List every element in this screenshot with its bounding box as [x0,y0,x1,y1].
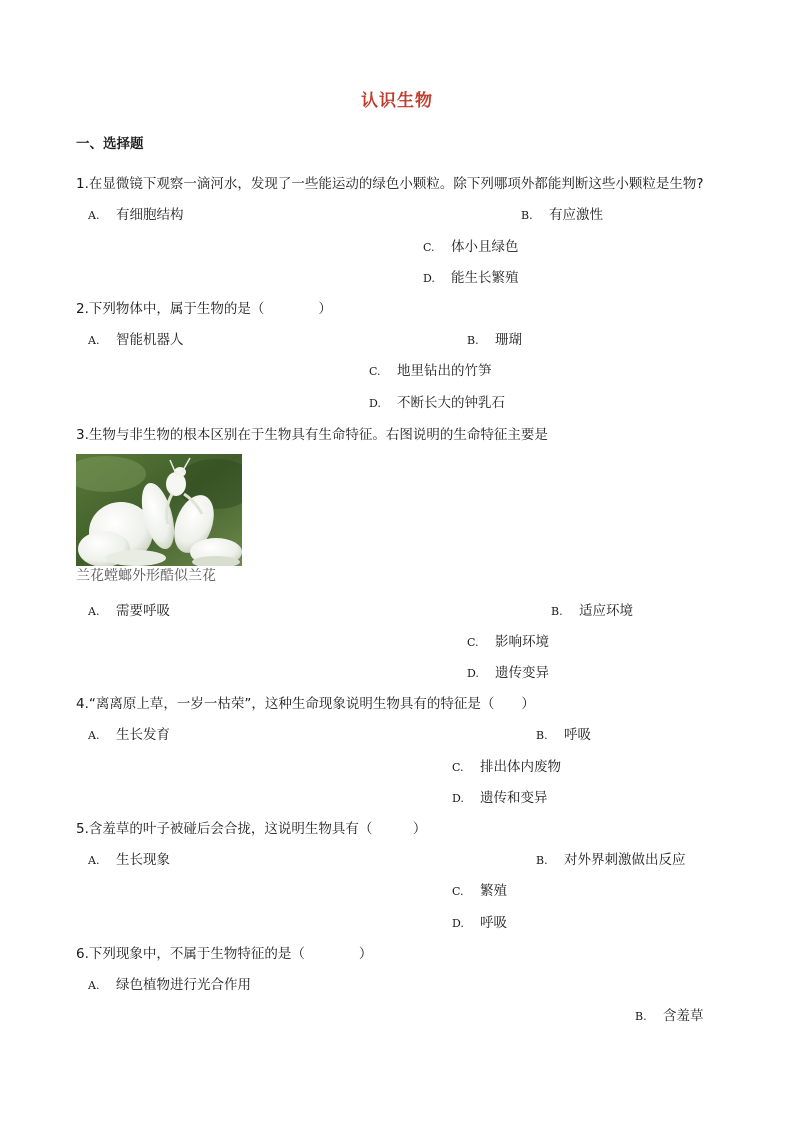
question-4-option-a[interactable] [88,723,170,743]
question-1-option-a[interactable] [88,203,184,223]
option-letter: B. [467,334,479,347]
question-2-stem: 2.下列物体中，属于生物的是（ ） [76,301,332,317]
option-letter: D. [423,272,435,285]
option-letter: D. [452,917,464,930]
option-letter: C. [452,761,464,774]
question-4-option-c[interactable] [452,755,561,775]
option-text: 影响环境 [495,634,549,650]
option-letter: A. [88,729,100,742]
option-text: 含羞草 [663,1008,704,1024]
option-text: 智能机器人 [116,332,184,348]
question-5-option-b[interactable] [536,848,686,868]
option-letter: C. [452,885,464,898]
question-3-option-c[interactable] [467,630,549,650]
option-text: 呼吸 [480,915,507,931]
question-3-option-a[interactable] [88,599,170,619]
option-text: 适应环境 [579,603,633,619]
option-text: 生长现象 [116,852,170,868]
option-text: 遗传变异 [495,665,549,681]
question-5-option-a[interactable] [88,848,170,868]
section-heading: 一、选择题 [76,136,144,152]
question-2-option-d[interactable] [369,391,505,411]
option-letter: D. [452,792,464,805]
question-2-option-a[interactable] [88,328,184,348]
option-text: 对外界刺激做出反应 [564,852,686,868]
option-text: 有应激性 [549,207,603,223]
question-3-option-d[interactable] [467,661,549,681]
option-text: 繁殖 [480,883,507,899]
question-1-option-b[interactable] [521,203,603,223]
option-letter: C. [467,636,479,649]
figure-caption: 兰花螳螂外形酷似兰花 [76,568,216,584]
option-letter: B. [536,729,548,742]
question-5-option-d[interactable] [452,911,507,931]
question-4-option-b[interactable] [536,723,591,743]
question-3-stem: 3.生物与非生物的根本区别在于生物具有生命特征。右图说明的生命特征主要是 [76,427,548,443]
option-text: 需要呼吸 [116,603,170,619]
option-text: 绿色植物进行光合作用 [116,977,251,993]
question-5-stem: 5.含羞草的叶子被碰后会合拢，这说明生物具有（ ） [76,821,427,837]
option-letter: C. [369,365,381,378]
option-letter: D. [467,667,479,680]
option-letter: A. [88,605,100,618]
option-text: 珊瑚 [495,332,522,348]
option-text: 呼吸 [564,727,591,743]
question-1-option-d[interactable] [423,266,519,286]
option-text: 排出体内废物 [480,759,561,775]
option-text: 生长发育 [116,727,170,743]
option-letter: A. [88,854,100,867]
question-1-stem: 1.在显微镜下观察一滴河水，发现了一些能运动的绿色小颗粒。除下列哪项外都能判断这些小颗粒是生物? [76,176,704,192]
option-text: 有细胞结构 [116,207,184,223]
option-letter: A. [88,334,100,347]
option-text: 不断长大的钟乳石 [397,395,505,411]
option-letter: B. [536,854,548,867]
question-2-option-b[interactable] [467,328,522,348]
question-1-option-c[interactable] [423,235,519,255]
question-5-option-c[interactable] [452,879,507,899]
option-text: 地里钻出的竹笋 [397,363,492,379]
option-text: 体小且绿色 [451,239,519,255]
question-2-option-c[interactable] [369,359,492,379]
option-letter: C. [423,241,435,254]
question-3-option-b[interactable] [551,599,633,619]
option-text: 遗传和变异 [480,790,548,806]
option-letter: A. [88,979,100,992]
option-letter: D. [369,397,381,410]
question-6-option-b[interactable] [635,1004,704,1024]
question-4-stem: 4.“离离原上草，一岁一枯荣”，这种生命现象说明生物具有的特征是（ ） [76,696,535,712]
question-4-option-d[interactable] [452,786,548,806]
question-6-stem: 6.下列现象中，不属于生物特征的是（ ） [76,946,373,962]
page-title: 认识生物 [361,91,433,111]
orchid-mantis-photo [76,454,242,566]
orchid-mantis-figure [76,454,242,586]
option-letter: A. [88,209,100,222]
option-letter: B. [551,605,563,618]
question-6-option-a[interactable] [88,973,251,993]
option-text: 能生长繁殖 [451,270,519,286]
option-letter: B. [521,209,533,222]
option-letter: B. [635,1010,647,1023]
